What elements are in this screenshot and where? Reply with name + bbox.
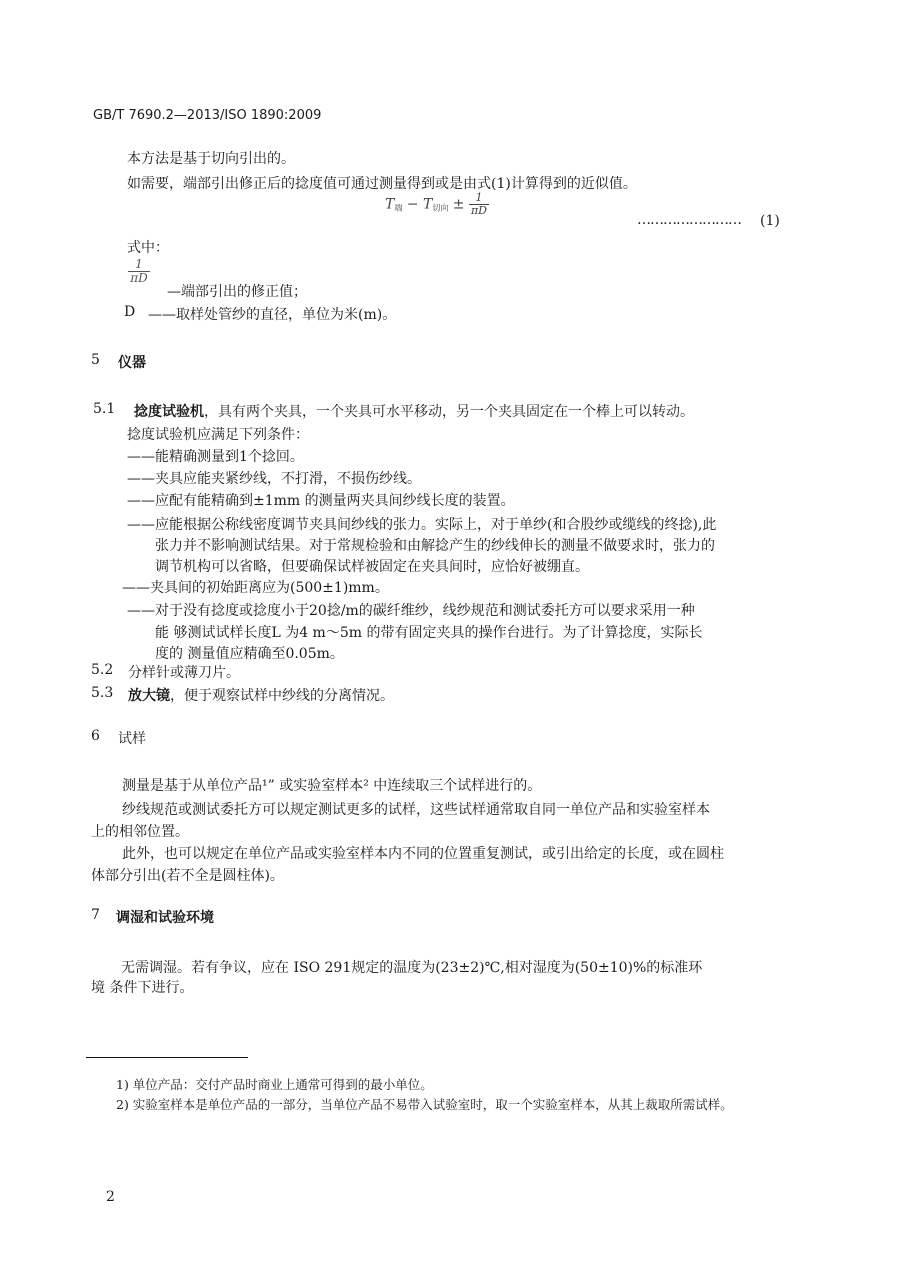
requirement-item-1: ——能精确测量到1个捻回。 (127, 449, 304, 465)
clause-5-3-number: 5.3 (91, 685, 114, 701)
formula-fraction-denominator: πD (470, 204, 487, 217)
section-7-paragraph-line-2: 境 条件下进行。 (91, 980, 194, 996)
page-number: 2 (106, 1189, 115, 1205)
requirement-item-4-line-2: 张力并不影响测试结果。对于常规检验和由解捻产生的纱线伸长的测量不做要求时，张力的 (155, 538, 715, 554)
def2-text: ——取样处管纱的直径，单位为米(m)。 (148, 307, 397, 323)
requirement-item-2: ——夹具应能夹紧纱线，不打滑，不损伤纱线。 (127, 471, 421, 487)
formula-equation-number: (1) (760, 213, 780, 229)
formula-fraction (469, 192, 489, 217)
requirement-item-4-line-1: ——应能根据公称线密度调节夹具间纱线的张力。实际上，对于单纱(和合股纱或缆线的终捻),此 (127, 517, 717, 533)
def2-symbol: D (124, 304, 136, 320)
requirement-item-4-line-3: 调节机构可以省略，但要确保试样被固定在夹具间时，应恰好被绷直。 (155, 559, 589, 575)
def1-text: —端部引出的修正值； (167, 284, 307, 300)
intro-paragraph-2: 如需要，端部引出修正后的捻度值可通过测量得到或是由式(1)计算得到的近似值。 (127, 176, 637, 192)
section-7-title: 调湿和试验环境 (116, 910, 214, 926)
section-5-title: 仪器 (118, 355, 146, 371)
clause-5-2-number: 5.2 (91, 662, 114, 678)
section-5-number: 5 (91, 352, 100, 368)
section-7-paragraph-line-1: 无需调湿。若有争议，应在 ISO 291规定的温度为(23±2)℃,相对湿度为(50±10)%的标准环 (121, 960, 703, 976)
section-6-paragraph-2-line-1: 纱线规范或测试委托方可以规定测试更多的试样，这些试样通常取自同一单位产品和实验室样本 (122, 802, 710, 818)
def1-fraction-numerator: 1 (135, 257, 143, 271)
formula-t-end: T (385, 196, 395, 213)
footnote-1: 1) 单位产品：交付产品时商业上通常可得到的最小单位。 (116, 1077, 433, 1092)
footnote-separator (86, 1057, 248, 1058)
formula-t-tan-sub: 切向 (432, 203, 449, 213)
section-6-number: 6 (91, 728, 100, 744)
def1-fraction (127, 258, 151, 285)
footnote-2: 2) 实验室样本是单位产品的一部分，当单位产品不易带入试验室时，取一个实验室样本，从其上裁取所需试样。 (116, 1097, 733, 1112)
formula-1 (385, 192, 489, 217)
formula-minus: − (406, 196, 419, 213)
requirement-item-6-line-1: ——对于没有捻度或捻度小于20捻/m的碳纤维纱，线纱规范和测试委托方可以要求采用一种 (127, 603, 695, 619)
section-6-paragraph-1: 测量是基于从单位产品¹” 或实验室样本² 中连续取三个试样进行的。 (122, 778, 542, 794)
requirement-item-3: ——应配有能精确到±1mm 的测量两夹具间纱线长度的装置。 (127, 493, 515, 509)
clause-5-3-text (128, 685, 394, 705)
section-6-title: 试样 (118, 731, 146, 747)
requirement-item-5: ——夹具间的初始距离应为(500±1)mm。 (122, 580, 389, 596)
clause-5-3-term: 放大镜 (128, 688, 170, 704)
intro-paragraph-1: 本方法是基于切向引出的。 (127, 151, 295, 167)
section-6-paragraph-2-line-2: 上的相邻位置。 (91, 824, 189, 840)
clause-5-2-text: 分样针或薄刀片。 (128, 665, 240, 681)
clause-5-3-description: ，便于观察试样中纱线的分离情况。 (170, 688, 394, 704)
clause-5-1-text (134, 401, 694, 421)
section-6-paragraph-3-line-2: 体部分引出(若不全是圆柱体)。 (91, 868, 284, 884)
formula-leader-dots: …………………… (637, 212, 741, 228)
formula-t-tan: T (422, 196, 433, 213)
requirement-item-6-line-3: 度的 测量值应精确至0.05m。 (155, 646, 344, 662)
clause-5-1-number: 5.1 (93, 401, 116, 417)
formula-t-end-sub: 端 (394, 203, 403, 213)
def1-fraction-denominator: πD (130, 271, 148, 285)
formula-fraction-numerator: 1 (475, 191, 483, 204)
clause-5-1-term: 捻度试验机 (134, 404, 204, 420)
standard-header: GB/T 7690.2—2013/ISO 1890:2009 (93, 108, 322, 123)
requirement-item-6-line-2: 能 够测试试样长度L 为4 m～5m 的带有固定夹具的操作台进行。为了计算捻度，实际长 (155, 625, 703, 641)
formula-plus-minus: ± (452, 196, 465, 213)
section-6-paragraph-3-line-1: 此外，也可以规定在单位产品或实验室样本内不同的位置重复测试，或引出给定的长度，或在圆柱 (122, 846, 724, 862)
section-7-number: 7 (91, 907, 100, 923)
where-label: 式中： (127, 240, 169, 256)
clause-5-1-description: ，具有两个夹具，一个夹具可水平移动，另一个夹具固定在一个棒上可以转动。 (204, 404, 694, 420)
clause-5-1-requirements: 捻度试验机应满足下列条件： (127, 427, 309, 443)
